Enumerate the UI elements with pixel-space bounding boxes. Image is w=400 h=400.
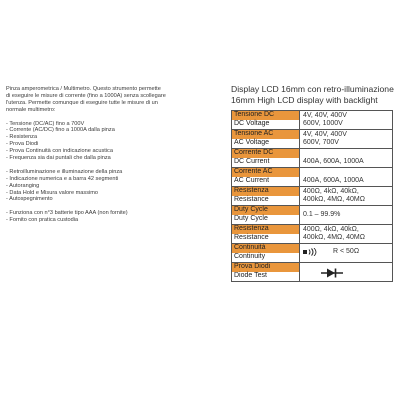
- spec-row: [232, 206, 393, 225]
- spec-value: 400Ω, 4kΩ, 40kΩ,: [303, 188, 359, 195]
- spec-label-it: Prova Diodi: [232, 263, 299, 272]
- spec-label-it: Corrente DC: [232, 149, 299, 158]
- feature-item: - Frequenza sia dai puntali che dalla pinza: [6, 155, 111, 162]
- spec-value: 600V, 700V: [303, 138, 339, 146]
- spec-value: [303, 150, 392, 158]
- feature-item: - Data Hold e Misura valore massimo: [6, 189, 99, 196]
- spec-value: 600V, 1000V: [303, 119, 343, 127]
- feature-item: - Corrente (AC/DC) fino a 1000A dalla pinza: [6, 127, 115, 134]
- spec-label-en: Continuity: [232, 253, 299, 262]
- display-title-en: 16mm High LCD display with backlight: [231, 94, 378, 105]
- spec-row: [232, 244, 393, 263]
- spec-label-en: AC Current: [232, 177, 299, 186]
- feature-item: - Fornito con pratica custodia: [6, 217, 79, 224]
- spec-label-it: Tensione DC: [232, 111, 299, 120]
- spec-label-en: DC Voltage: [232, 120, 299, 129]
- spec-value: 400kΩ, 4MΩ, 40MΩ: [303, 195, 365, 203]
- spec-row: [232, 225, 393, 244]
- spec-value: 400A, 600A, 1000A: [303, 157, 364, 165]
- product-description: [6, 86, 206, 224]
- spec-label-it: Corrente AC: [232, 168, 299, 177]
- feature-item: - Prova Diodi: [6, 141, 39, 148]
- spec-label-en: AC Voltage: [232, 139, 299, 148]
- spec-value: [303, 169, 392, 177]
- description-line: l'utenza. Permette comunque di eseguire tutte le misure di un: [6, 99, 158, 106]
- spec-row: [232, 187, 393, 206]
- spec-value: R < 50Ω: [333, 248, 360, 256]
- spec-label-en: Resistance: [232, 196, 299, 205]
- description-line: di eseguire le misure di corrente (fino a 1000A) senza scollegare: [6, 92, 166, 99]
- spec-value: 4V, 40V, 400V: [303, 131, 347, 138]
- spec-row: [232, 111, 393, 130]
- spec-value: 0.1 – 99.9%: [303, 211, 341, 218]
- spec-label-it: Tensione AC: [232, 130, 299, 139]
- spec-value: 400A, 600A, 1000A: [303, 176, 364, 184]
- spec-label-en: Duty Cycle: [232, 215, 299, 224]
- display-title: [231, 84, 400, 105]
- description-line: normale multimetro:: [6, 106, 56, 113]
- spec-label-en: Resistance: [232, 234, 299, 243]
- feature-item: - Prova Continuità con indicazione acustica: [6, 148, 113, 155]
- feature-item: - Resistenza: [6, 134, 38, 141]
- feature-item: - Tensione (DC/AC) fino a 700V: [6, 120, 85, 127]
- feature-item: - Funziona con n°3 batterie tipo AAA (non fornite): [6, 210, 128, 217]
- spec-label-it: Duty Cycle: [232, 206, 299, 215]
- spec-label-en: Diode Test: [232, 272, 299, 281]
- spec-value: 4V, 40V, 400V: [303, 112, 347, 119]
- feature-item: - Indicazione numerica e a barra 42 segmenti: [6, 175, 119, 182]
- description-line: Pinza amperometrica / Multimetro. Questo strumento permette: [6, 86, 161, 92]
- specs-table: [231, 110, 393, 282]
- feature-item: - Autospegnimento: [6, 196, 53, 203]
- spec-row: [232, 168, 393, 187]
- spec-label-it: Continuità: [232, 244, 299, 253]
- spec-row: [232, 149, 393, 168]
- spec-row: [232, 130, 393, 149]
- spec-value: 400Ω, 4kΩ, 40kΩ,: [303, 226, 359, 233]
- spec-label-en: DC Current: [232, 158, 299, 167]
- spec-label-it: Resistenza: [232, 187, 299, 196]
- spec-label-it: Resistenza: [232, 225, 299, 234]
- display-title-it: Display LCD 16mm con retro-illuminazione: [231, 84, 394, 94]
- feature-item: - Retroilluminazione e illuminazione della pinza: [6, 168, 123, 175]
- diode-icon: [321, 268, 343, 278]
- spec-row: [232, 263, 393, 282]
- spec-value: 400kΩ, 4MΩ, 40MΩ: [303, 233, 365, 241]
- feature-item: - Autoranging: [6, 182, 40, 189]
- continuity-buzzer-icon: [303, 248, 319, 256]
